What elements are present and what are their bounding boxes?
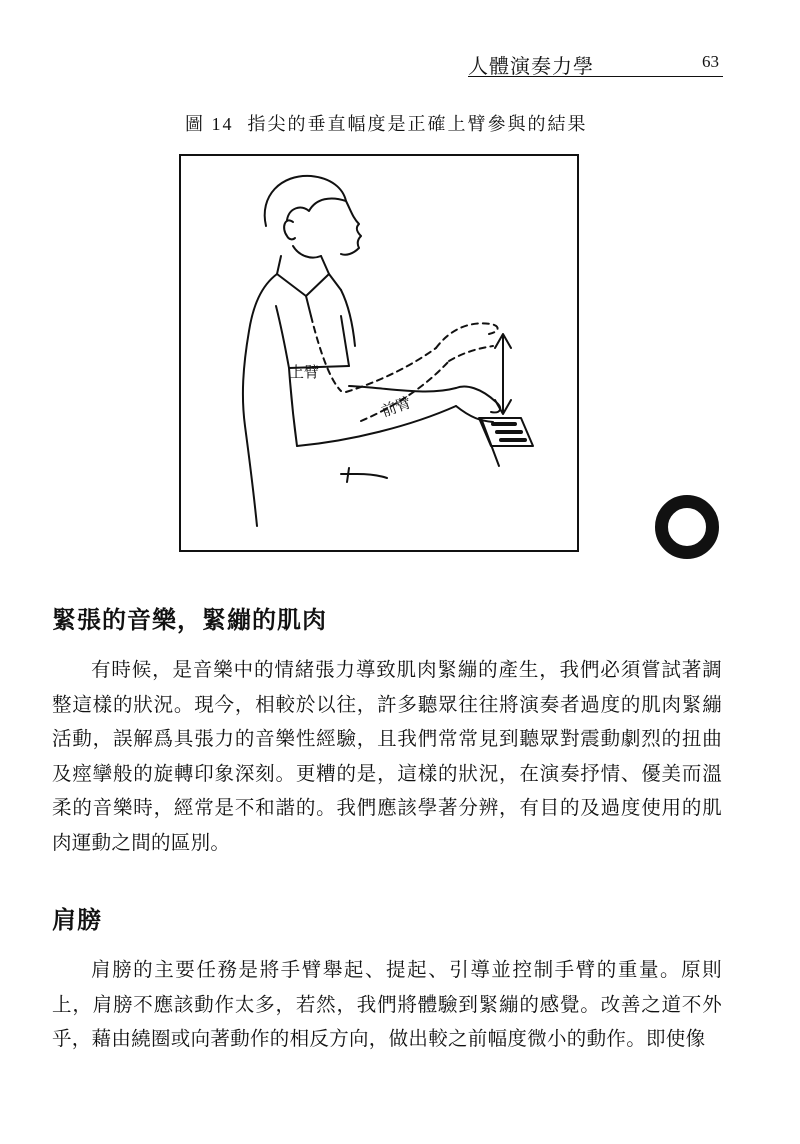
figure-caption-text: 指尖的垂直幅度是正確上臂參與的結果 <box>247 114 588 135</box>
pianist-drawing <box>181 156 577 550</box>
figure-caption <box>185 110 625 136</box>
running-header <box>468 50 723 77</box>
book-title: 人體演奏力學 <box>468 54 594 78</box>
circle-marker-icon <box>655 495 719 559</box>
label-upper-arm: 上臂 <box>289 363 320 381</box>
section-heading-shoulder: 肩膀 <box>52 905 102 934</box>
page-number: 63 <box>702 52 719 71</box>
label-forearm: 前臂 <box>378 393 414 421</box>
paragraph-shoulder: 肩膀的主要任務是將手臂舉起、提起、引導並控制手臂的重量。原則上，肩膀不應該動作太多，若然，我們將體驗到緊繃的感覺。改善之道不外乎，藉由繞圈或向著動作的相反方向，做出較之前幅度微小的動作。即使像 <box>52 958 722 1050</box>
section-heading-tense-music: 緊張的音樂，緊繃的肌肉 <box>52 605 327 634</box>
paragraph-tense-music: 有時候，是音樂中的情緒張力導致肌肉緊繃的產生，我們必須嘗試著調整這樣的狀況。現今，相較於以往，許多聽眾往往將演奏者過度的肌肉緊繃活動，誤解爲具張力的音樂性經驗，且我們常常見到聽眾對震動劇烈的扭曲及痙攣般的旋轉印象深刻。更糟的是，這樣的狀況，在演奏抒情、優美而溫柔的音樂時，經常是不和諧的。我們應該學著分辨，有目的及過度使用的肌肉運動之間的區別。 <box>52 658 722 854</box>
figure-illustration <box>179 154 579 552</box>
figure-number: 圖 14 <box>185 114 234 134</box>
